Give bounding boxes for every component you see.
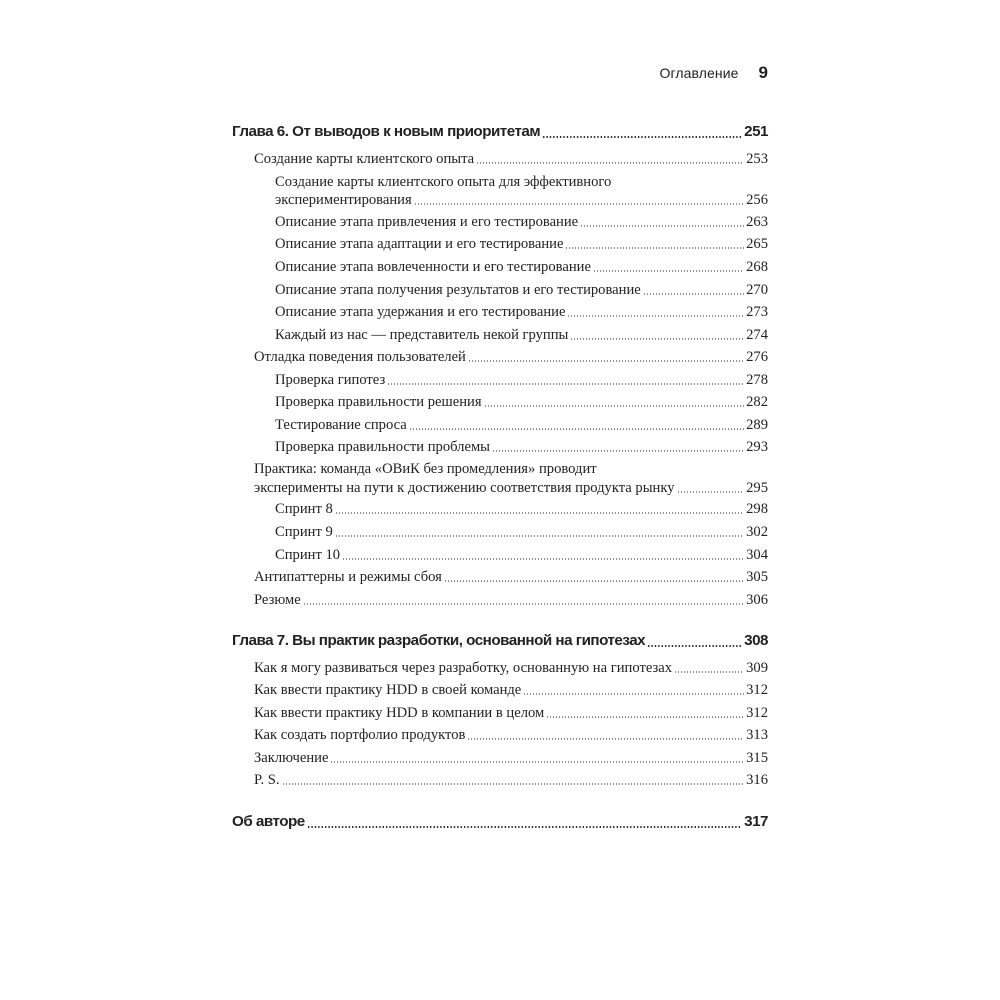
toc-entry-retention[interactable] <box>275 303 768 321</box>
page-number: 9 <box>758 63 768 82</box>
toc-entry-title: Спринт 9 <box>275 524 333 540</box>
toc-entry-title: Спринт 8 <box>275 501 333 517</box>
toc-entry-title: эксперименты на пути к достижению соответствия продукта рынку <box>254 480 675 496</box>
toc-entry-title: экспериментирования <box>275 192 412 208</box>
toc-entry-customer-journey[interactable] <box>254 150 768 168</box>
toc-entry-problem[interactable] <box>275 438 768 456</box>
toc-entry-acquisition[interactable] <box>275 213 768 231</box>
dot-leader <box>387 383 744 385</box>
toc-entry-group[interactable] <box>275 326 768 344</box>
toc-entry-page: 256 <box>746 192 768 208</box>
toc-entry-demand[interactable] <box>275 416 768 434</box>
toc-entry-ps[interactable] <box>254 771 768 789</box>
dot-leader <box>282 783 745 785</box>
toc-entry-page: 263 <box>746 214 768 230</box>
toc-entry-hdd-company[interactable] <box>254 704 768 722</box>
toc-entry-page: 293 <box>746 439 768 455</box>
toc-entry-page: 309 <box>746 660 768 676</box>
toc-entry-page: 308 <box>744 632 768 649</box>
dot-leader <box>476 162 744 164</box>
toc-entry-title: Как создать портфолио продуктов <box>254 727 466 743</box>
toc-entry-page: 313 <box>746 727 768 743</box>
toc-entry-title: Глава 6. От выводов к новым приоритетам <box>232 123 541 140</box>
dot-leader <box>409 428 744 430</box>
toc-entry-page: 315 <box>746 750 768 766</box>
toc-entry-title: Каждый из нас — представитель некой группы <box>275 327 569 343</box>
dot-leader <box>467 738 744 740</box>
toc-entry-sprint-9[interactable] <box>275 523 768 541</box>
toc-entry-page: 289 <box>746 417 768 433</box>
toc-entry-title: Спринт 10 <box>275 547 341 563</box>
toc-entry-page: 316 <box>746 772 768 788</box>
toc-entry-page: 317 <box>744 813 768 830</box>
dot-leader <box>647 645 742 647</box>
toc-entry-title: Описание этапа удержания и его тестирование <box>275 304 566 320</box>
toc-entry-page: 253 <box>746 151 768 167</box>
toc-entry-title: Проверка гипотез <box>275 372 386 388</box>
toc-entry-title: Отладка поведения пользователей <box>254 349 466 365</box>
toc-entry-title: Проверка правильности проблемы <box>275 439 490 455</box>
toc-entry-title: Как ввести практику HDD в компании в целом <box>254 705 545 721</box>
toc-about-author[interactable] <box>232 813 768 831</box>
toc-entry-results[interactable] <box>275 281 768 299</box>
toc-entry-page: 270 <box>746 282 768 298</box>
dot-leader <box>484 405 745 407</box>
toc-entry-title: Проверка правильности решения <box>275 394 482 410</box>
dot-leader <box>330 761 744 763</box>
dot-leader <box>580 225 744 227</box>
dot-leader <box>307 826 742 828</box>
toc-entry-page: 298 <box>746 501 768 517</box>
toc-chapter-7[interactable] <box>232 632 768 650</box>
toc-entry-title: Антипаттерны и режимы сбоя <box>254 569 442 585</box>
toc-entry-title: Заключение <box>254 750 329 766</box>
toc-entry-conclusion[interactable] <box>254 749 768 767</box>
toc-entry-solution[interactable] <box>275 393 768 411</box>
toc-entry-portfolio[interactable] <box>254 726 768 744</box>
toc-entry-page: 273 <box>746 304 768 320</box>
toc-entry-title: Описание этапа вовлеченности и его тестирование <box>275 259 591 275</box>
toc-entry-cj-experiments[interactable] <box>275 191 768 209</box>
dot-leader <box>468 360 744 362</box>
toc-entry-summary[interactable] <box>254 591 768 609</box>
dot-leader <box>523 693 744 695</box>
dot-leader <box>414 203 744 205</box>
toc-entry-page: 304 <box>746 547 768 563</box>
dot-leader <box>570 338 744 340</box>
dot-leader <box>444 580 744 582</box>
dot-leader <box>335 512 744 514</box>
toc-entry-title: Создание карты клиентского опыта <box>254 151 475 167</box>
toc-entry-page: 265 <box>746 236 768 252</box>
toc-entry-sprint-10[interactable] <box>275 546 768 564</box>
running-head <box>600 63 768 87</box>
dot-leader <box>342 558 744 560</box>
toc-entry-page: 268 <box>746 259 768 275</box>
dot-leader <box>567 315 744 317</box>
toc-entry-page: 278 <box>746 372 768 388</box>
toc-entry-practice-line1: Практика: команда «ОВиК без промедления» проводит <box>254 461 597 477</box>
dot-leader <box>643 293 744 295</box>
dot-leader <box>303 603 744 605</box>
dot-leader <box>335 535 744 537</box>
toc-entry-title: Описание этапа привлечения и его тестирование <box>275 214 579 230</box>
dot-leader <box>593 270 744 272</box>
toc-entry-title: Как я могу развиваться через разработку, основанную на гипотезах <box>254 660 673 676</box>
toc-entry-title: Описание этапа адаптации и его тестирование <box>275 236 564 252</box>
toc-entry-page: 305 <box>746 569 768 585</box>
toc-entry-activation[interactable] <box>275 235 768 253</box>
toc-entry-title: Описание этапа получения результатов и его тестирование <box>275 282 641 298</box>
toc-entry-title: Резюме <box>254 592 301 608</box>
toc-entry-hdd-team[interactable] <box>254 681 768 699</box>
toc-entry-title: P. S. <box>254 772 280 788</box>
toc-entry-page: 295 <box>746 480 768 496</box>
dot-leader <box>565 247 744 249</box>
toc-entry-practice[interactable] <box>254 479 768 497</box>
toc-entry-page: 282 <box>746 394 768 410</box>
toc-entry-debugging[interactable] <box>254 348 768 366</box>
toc-entry-title: Тестирование спроса <box>275 417 407 433</box>
toc-entry-cj-experiments-line1: Создание карты клиентского опыта для эффективного <box>275 174 612 190</box>
toc-entry-page: 306 <box>746 592 768 608</box>
toc-entry-engagement[interactable] <box>275 258 768 276</box>
toc-entry-title: Как ввести практику HDD в своей команде <box>254 682 522 698</box>
toc-entry-hypotheses[interactable] <box>275 371 768 389</box>
toc-entry-page: 302 <box>746 524 768 540</box>
toc-entry-sprint-8[interactable] <box>275 500 768 518</box>
toc-entry-page: 276 <box>746 349 768 365</box>
toc-entry-antipatterns[interactable] <box>254 568 768 586</box>
toc-entry-title: Об авторе <box>232 813 305 830</box>
dot-leader <box>492 450 744 452</box>
dot-leader <box>542 136 742 138</box>
toc-entry-title: Глава 7. Вы практик разработки, основанной на гипотезах <box>232 632 646 649</box>
dot-leader <box>546 716 744 718</box>
toc-entry-page: 274 <box>746 327 768 343</box>
toc-entry-page: 251 <box>744 123 768 140</box>
toc-entry-page: 312 <box>746 682 768 698</box>
toc-chapter-6[interactable] <box>232 123 768 141</box>
toc-entry-grow[interactable] <box>254 659 768 677</box>
dot-leader <box>674 671 744 673</box>
running-head-title: Оглавление <box>659 65 739 81</box>
toc-entry-page: 312 <box>746 705 768 721</box>
dot-leader <box>677 491 745 493</box>
